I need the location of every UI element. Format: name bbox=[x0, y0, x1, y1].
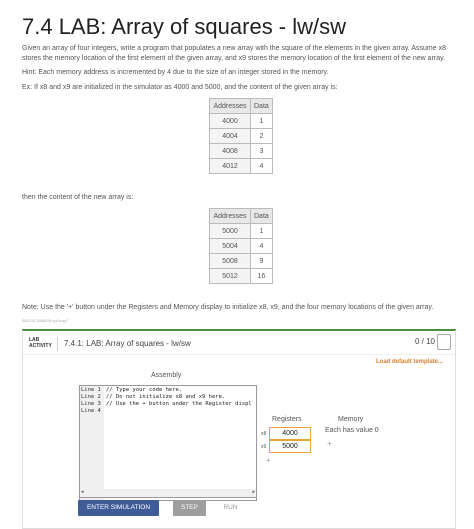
scroll-right-icon[interactable]: ▸ bbox=[252, 489, 255, 495]
memory-label: Memory bbox=[338, 416, 364, 423]
address-cell: 5008 bbox=[210, 254, 251, 269]
table-row bbox=[210, 254, 273, 269]
code-editor[interactable] bbox=[79, 385, 257, 501]
lab-title: 7.4.1: LAB: Array of squares - lw/sw bbox=[64, 339, 191, 348]
activity-id: 561212.3088040.qx3zqy7 bbox=[22, 318, 69, 323]
given-array-table bbox=[209, 98, 273, 174]
data-cell: 4 bbox=[251, 159, 273, 174]
register-name-x9: x9 bbox=[261, 444, 267, 450]
table-row bbox=[210, 269, 273, 284]
data-cell: 4 bbox=[251, 239, 273, 254]
table-header-addresses: Addresses bbox=[210, 99, 251, 114]
address-cell: 5004 bbox=[210, 239, 251, 254]
address-cell: 5012 bbox=[210, 269, 251, 284]
address-cell: 4012 bbox=[210, 159, 251, 174]
address-cell: 5000 bbox=[210, 224, 251, 239]
lab-tag-line1: LAB bbox=[29, 337, 40, 343]
table-row bbox=[210, 114, 273, 129]
table-header-data: Data bbox=[251, 209, 273, 224]
load-default-template-link[interactable]: Load default template... bbox=[375, 359, 443, 365]
table-row bbox=[210, 129, 273, 144]
table-row bbox=[210, 239, 273, 254]
address-cell: 4008 bbox=[210, 144, 251, 159]
register-name-x8: x8 bbox=[261, 431, 267, 437]
code-line[interactable]: // Type your code here. bbox=[106, 387, 183, 393]
then-text: then the content of the new array is: bbox=[22, 194, 134, 201]
enter-simulation-button[interactable]: ENTER SIMULATION bbox=[78, 500, 159, 516]
header-divider bbox=[23, 354, 455, 355]
score-box-icon bbox=[437, 334, 451, 350]
data-cell: 3 bbox=[251, 144, 273, 159]
assembly-label: Assembly bbox=[151, 372, 182, 379]
hint-text: Hint: Each memory address is incremented by 4 due to the size of an integer stored in the memory. bbox=[22, 69, 329, 76]
table-header-data: Data bbox=[251, 99, 273, 114]
registers-label: Registers bbox=[272, 416, 302, 423]
table-row bbox=[210, 224, 273, 239]
lab-activity-tag bbox=[29, 337, 58, 351]
memory-value-text: Each has value 0 bbox=[325, 427, 379, 434]
run-button[interactable]: RUN bbox=[223, 504, 238, 511]
description-text: Given an array of four integers, write a program that populates a new array with the square of the elements in the given array. Assume x8 stores the memory location of the first element of the given array, and x9 stores the memory location of the first element of the new array. bbox=[22, 45, 446, 62]
score-label: 0 / 10 bbox=[414, 337, 435, 346]
lab-activity-panel bbox=[22, 329, 456, 529]
scroll-left-icon[interactable]: ◂ bbox=[81, 489, 84, 495]
line-number: Line 2 bbox=[81, 394, 101, 400]
data-cell: 2 bbox=[251, 129, 273, 144]
note-text: Note: Use the '+' button under the Registers and Memory display to initialize x8, x9, and the four memory locations of the given array. bbox=[22, 304, 434, 311]
address-cell: 4004 bbox=[210, 129, 251, 144]
page-title: 7.4 LAB: Array of squares - lw/sw bbox=[22, 14, 347, 39]
line-number: Line 1 bbox=[81, 387, 101, 393]
data-cell: 9 bbox=[251, 254, 273, 269]
table-row bbox=[210, 144, 273, 159]
editor-horizontal-scrollbar[interactable] bbox=[79, 489, 257, 498]
new-array-table bbox=[209, 208, 273, 284]
register-x9-input[interactable]: 5000 bbox=[269, 440, 311, 453]
address-cell: 4000 bbox=[210, 114, 251, 129]
code-line[interactable]: // Do not initialize x8 and x9 here. bbox=[106, 394, 226, 400]
data-cell: 1 bbox=[251, 114, 273, 129]
example-text: Ex: If x8 and x9 are initialized in the simulator as 4000 and 5000, and the content of the given array is: bbox=[22, 84, 338, 91]
register-add-button[interactable]: + bbox=[266, 456, 271, 465]
register-x8-input[interactable]: 4000 bbox=[269, 427, 311, 440]
table-header-addresses: Addresses bbox=[210, 209, 251, 224]
step-button[interactable]: STEP bbox=[173, 500, 206, 516]
table-row bbox=[210, 159, 273, 174]
lab-tag-line2: ACTIVITY bbox=[29, 343, 52, 349]
memory-add-button[interactable]: + bbox=[327, 439, 332, 448]
code-line[interactable]: // Use the + button under the Register displ bbox=[106, 401, 252, 407]
data-cell: 16 bbox=[251, 269, 273, 284]
line-number: Line 3 bbox=[81, 401, 101, 407]
data-cell: 1 bbox=[251, 224, 273, 239]
line-number: Line 4 bbox=[81, 408, 101, 414]
